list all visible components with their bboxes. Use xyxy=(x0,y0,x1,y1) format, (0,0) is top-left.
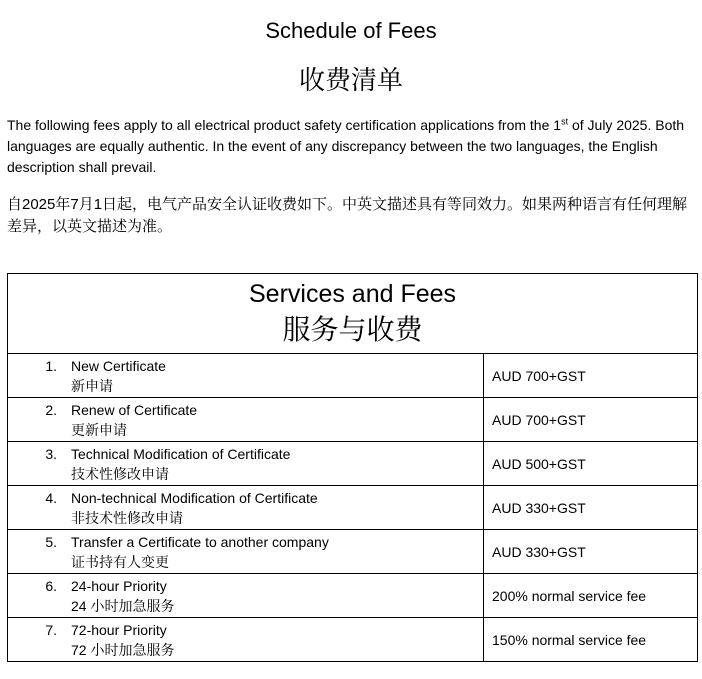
service-name-cn: 技术性修改申请 xyxy=(71,466,169,482)
row-number: 6. xyxy=(45,578,57,594)
service-cell xyxy=(8,486,484,530)
service-name-cn: 证书持有人变更 xyxy=(71,554,169,570)
fee-cell: AUD 700+GST xyxy=(484,354,698,398)
table-row xyxy=(8,442,698,486)
table-row xyxy=(8,530,698,574)
table-header xyxy=(8,274,698,354)
intro-paragraph-en xyxy=(7,115,695,178)
row-number: 4. xyxy=(45,490,57,506)
row-number: 2. xyxy=(45,402,57,418)
service-cell xyxy=(8,530,484,574)
fee-cell: 150% normal service fee xyxy=(484,618,698,662)
table-row xyxy=(8,618,698,662)
fee-cell: AUD 700+GST xyxy=(484,398,698,442)
service-name-cn: 更新申请 xyxy=(71,422,127,438)
row-number: 5. xyxy=(45,534,57,550)
service-cell xyxy=(8,574,484,618)
table-header-en: Services and Fees xyxy=(248,280,457,308)
page-title-cn: 收费清单 xyxy=(298,65,403,95)
table-row xyxy=(8,574,698,618)
service-cell xyxy=(8,398,484,442)
service-name-en: 24-hour Priority xyxy=(71,578,167,594)
fee-cell: AUD 500+GST xyxy=(484,442,698,486)
intro-en-superscript: st xyxy=(561,116,569,127)
page-title: Schedule of Fees xyxy=(265,18,437,43)
intro-paragraph-cn: 自2025年7月1日起，电气产品安全认证收费如下。中英文描述具有等同效力。如果两种语言有任何理解差异，以英文描述为准。 xyxy=(7,196,688,235)
service-name-cn: 24 小时加急服务 xyxy=(71,598,175,614)
intro-en-part1: The following fees apply to all electrical product safety certification applications from the 1 xyxy=(7,117,562,133)
fee-cell: 200% normal service fee xyxy=(484,574,698,618)
service-name-en: Renew of Certificate xyxy=(71,402,198,418)
service-cell xyxy=(8,618,484,662)
service-name-cn: 72 小时加急服务 xyxy=(71,642,175,658)
row-number: 1. xyxy=(45,358,57,374)
table-row xyxy=(8,354,698,398)
service-name-en: Non-technical Modification of Certificate xyxy=(71,490,318,506)
service-name-cn: 非技术性修改申请 xyxy=(71,510,183,526)
service-name-cn: 新申请 xyxy=(71,378,113,394)
fee-cell: AUD 330+GST xyxy=(484,486,698,530)
fee-cell: AUD 330+GST xyxy=(484,530,698,574)
table-header-cn: 服务与收费 xyxy=(282,314,423,345)
table-row xyxy=(8,398,698,442)
table-row xyxy=(8,486,698,530)
fees-table xyxy=(7,273,698,662)
row-number: 3. xyxy=(45,446,57,462)
table-header-row xyxy=(8,274,698,354)
service-name-en: Technical Modification of Certificate xyxy=(71,446,291,462)
service-cell xyxy=(8,354,484,398)
service-name-en: Transfer a Certificate to another company xyxy=(71,534,329,550)
service-cell xyxy=(8,442,484,486)
service-name-en: 72-hour Priority xyxy=(71,622,167,638)
service-name-en: New Certificate xyxy=(71,358,166,374)
row-number: 7. xyxy=(45,622,57,638)
intro-en-part2: of July 2025. Both languages are equally authentic. In the event of any discrepancy between the two languages, the English description shall prevail. xyxy=(7,117,685,175)
